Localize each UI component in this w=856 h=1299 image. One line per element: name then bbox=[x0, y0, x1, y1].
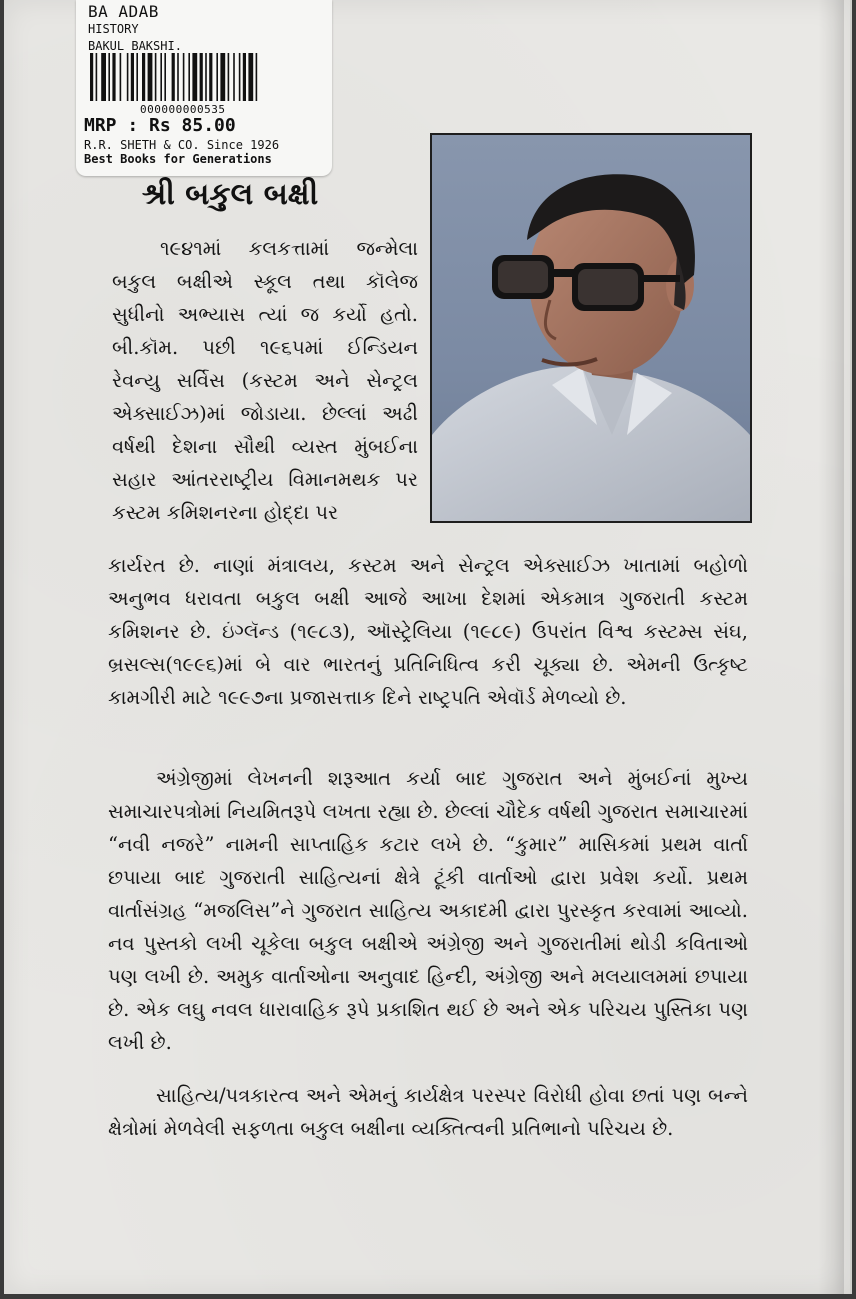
barcode-bar bbox=[101, 53, 106, 101]
barcode-bar bbox=[233, 53, 235, 101]
barcode-bar bbox=[96, 53, 98, 101]
sticker-line-3: BAKUL BAKSHI. bbox=[88, 39, 182, 53]
barcode-bar bbox=[148, 53, 153, 101]
barcode-bar bbox=[136, 53, 138, 101]
barcode-bar bbox=[192, 53, 197, 101]
cover-edge-shadow bbox=[818, 0, 844, 1294]
barcode-number: 000000000535 bbox=[140, 103, 226, 116]
barcode-bar bbox=[177, 53, 179, 101]
barcode-bar bbox=[239, 53, 241, 101]
bio-paragraph-1-continued: કાર્યરત છે. નાણાં મંત્રાલય, કસ્ટમ અને સેન્ટ્રલ એક્સાઈઝ ખાતામાં બહોળો અનુભવ ધરાવતા બકુલ બક્ષી આજે આખા દેશમાં એકમાત્ર ગુજરાતી કસ્ટમ કમિશનર છે. ઇંગ્લૅન્ડ (૧૯૮૩), ઑસ્ટ્રેલિયા (૧૯૮૯) ઉપરાંત વિશ્વ કસ્ટમ્સ સંઘ, બ્રસલ્સ(૧૯૯૬)માં બે વાર ભારતનું પ્રતિનિધિત્વ કરી ચૂક્યા છે. એમની ઉત્કૃષ્ટ કામગીરી માટે ૧૯૯૭ના પ્રજાસત્તાક દિને રાષ્ટ્રપતિ એવૉર્ડ મેળવ્યો છે. bbox=[108, 554, 748, 709]
barcode-bar bbox=[142, 53, 145, 101]
mrp-price: MRP : Rs 85.00 bbox=[84, 115, 236, 136]
barcode-bar bbox=[120, 53, 122, 101]
barcode-bar bbox=[131, 53, 134, 101]
barcode-bar bbox=[90, 53, 93, 101]
sticker-line-2: HISTORY bbox=[88, 22, 139, 36]
barcode-icon bbox=[90, 53, 314, 101]
sticker-line-1: BA ADAB bbox=[88, 2, 159, 21]
publisher-name: R.R. SHETH & CO. Since 1926 bbox=[84, 138, 280, 152]
barcode-bar bbox=[243, 53, 246, 101]
author-name-heading: શ્રી બકુલ બક્ષી bbox=[141, 177, 319, 212]
barcode-bar bbox=[205, 53, 207, 101]
barcode-bar bbox=[248, 53, 253, 101]
bio-paragraph-3: સાહિત્ય/પત્રકારત્વ અને એમનું કાર્યક્ષેત્ર પરસ્પર વિરોધી હોવા છતાં પણ બન્ને ક્ષેત્રોમાં મેળવેલી સફળતા બકુલ બક્ષીના વ્યક્તિત્વની પ્રતિભાનો પરિચય છે. bbox=[108, 1084, 748, 1140]
barcode-bar bbox=[220, 53, 225, 101]
barcode-bar bbox=[256, 53, 258, 101]
barcode-bar bbox=[172, 53, 175, 101]
barcode-bar bbox=[200, 53, 203, 101]
author-portrait bbox=[430, 133, 752, 523]
barcode-bar bbox=[216, 53, 218, 101]
barcode-bar bbox=[155, 53, 157, 101]
barcode-bar bbox=[228, 53, 230, 101]
barcode-bar bbox=[127, 53, 129, 101]
barcode-bar bbox=[209, 53, 212, 101]
barcode-bar bbox=[188, 53, 190, 101]
bio-paragraph-1-intro: ૧૯૪૧માં કલકત્તામાં જન્મેલા બકુલ બક્ષીએ સ્કૂલ તથા કૉલેજ સુધીનો અભ્યાસ ત્યાં જ કર્યો હતો. બી.કૉમ. પછી ૧૯૬૫માં ઈન્ડિયન રેવન્યુ સર્વિસ (કસ્ટમ અને સેન્ટ્રલ એક્સાઈઝ)માં જોડાયા. છેલ્લાં અઢી વર્ષથી દેશના સૌથી વ્યસ્ત મુંબઈના સહાર આંતરરાષ્ટ્રીય વિમાનમથક પર કસ્ટમ કમિશનરના હોદ્દા પર bbox=[112, 237, 418, 524]
barcode-bar bbox=[183, 53, 185, 101]
barcode-bar bbox=[108, 53, 110, 101]
publisher-tagline: Best Books for Generations bbox=[84, 152, 272, 166]
bio-paragraph-2: અંગ્રેજીમાં લેખનની શરૂઆત કર્યા બાદ ગુજરાત અને મુંબઈનાં મુખ્ય સમાચારપત્રોમાં નિયમિતરૂપે લખતા રહ્યા છે. છેલ્લાં ચૌદેક વર્ષથી ગુજરાત સમાચારમાં “નવી નજરે” નામની સાપ્તાહિક કટાર લખે છે. “કુમાર” માસિકમાં પ્રથમ વાર્તા છપાયા બાદ ગુજરાતી સાહિત્યનાં ક્ષેત્રે ટૂંકી વાર્તાઓ દ્વારા પ્રવેશ કર્યો. પ્રથમ વાર્તાસંગ્રહ “મજલિસ”ને ગુજરાત સાહિત્ય અકાદમી દ્વારા પુરસ્કૃત કરવામાં આવ્યો. નવ પુસ્તકો લખી ચૂકેલા બકુલ બક્ષીએ અંગ્રેજી અને ગુજરાતીમાં થોડી કવિતાઓ પણ લખી છે. અમુક વાર્તાઓના અનુવાદ હિન્દી, અંગ્રેજી અને મલયાલમમાં છપાયા છે. એક લઘુ નવલ ધારાવાહિક રૂપે પ્રકાશિત થઈ છે અને એક પરિચય પુસ્તિકા પણ લખી છે. bbox=[108, 767, 748, 1054]
barcode-bar bbox=[112, 53, 115, 101]
price-sticker bbox=[76, 0, 332, 176]
barcode-bar bbox=[160, 53, 162, 101]
barcode-bar bbox=[164, 53, 166, 101]
